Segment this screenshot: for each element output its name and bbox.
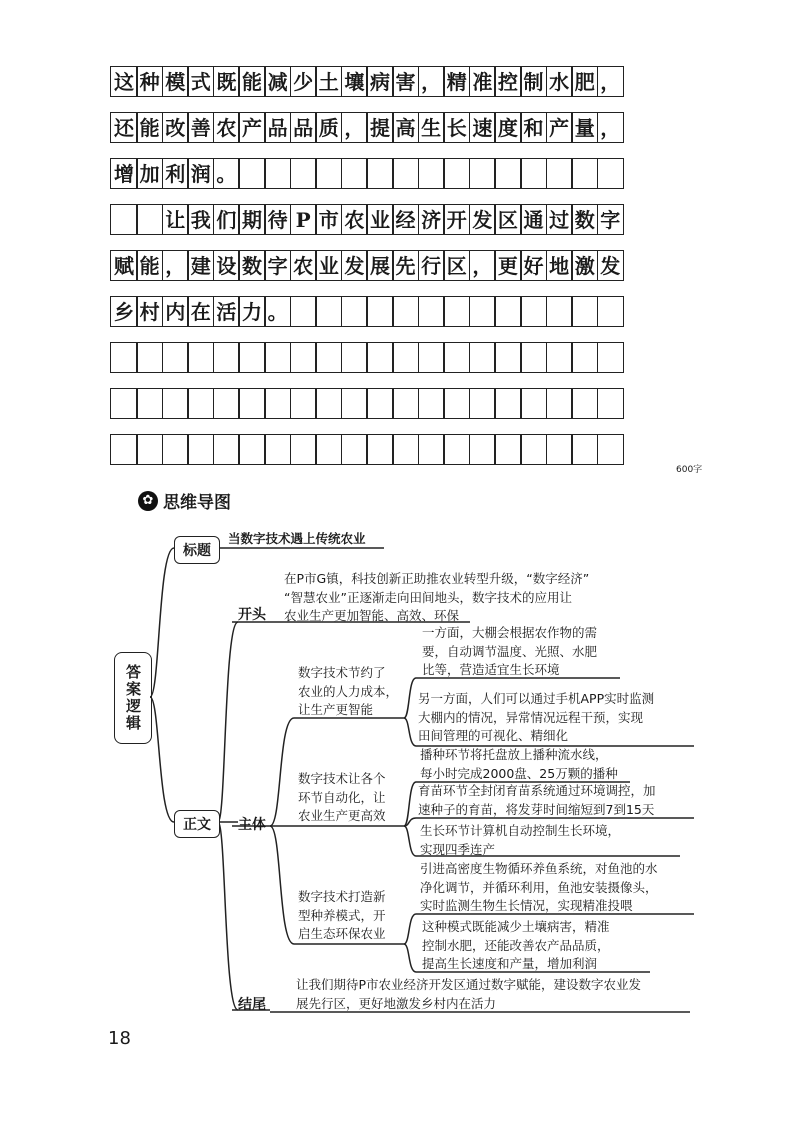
grid-cell: 农: [213, 112, 240, 143]
grid-cell: 赋: [110, 250, 137, 281]
point-heading-line: 型种养模式，开: [298, 907, 386, 923]
title-text: 当数字技术遇上传统农业: [228, 531, 366, 546]
flower-icon: ✿: [138, 491, 158, 511]
grid-cell: 建: [187, 250, 214, 281]
grid-cell: 地: [546, 250, 573, 281]
grid-cell: 们: [213, 204, 240, 235]
title-node: 标题: [174, 536, 220, 564]
grid-cell: 这: [110, 66, 137, 97]
grid-cell: 长: [443, 112, 470, 143]
point-heading-1: [298, 664, 398, 720]
grid-cell: 业: [315, 250, 342, 281]
grid-cell: 村: [136, 296, 163, 327]
detail-line: 要，自动调节温度、光照、水肥: [422, 643, 598, 659]
body-node: 正文: [174, 810, 220, 838]
detail-1-2: [418, 690, 654, 746]
opening-label: 开头: [238, 607, 266, 623]
point-heading-line: 农业生产更高效: [298, 808, 386, 823]
grid-cell: 展: [366, 250, 393, 281]
grid-cell: 更: [494, 250, 521, 281]
grid-cell: 济: [418, 204, 445, 235]
grid-cell: 还: [110, 112, 137, 143]
grid-cell: 改: [162, 112, 189, 143]
grid-cell: 过: [546, 204, 573, 235]
grid-cell: ，: [597, 112, 624, 143]
ending-line: 展先行区，更好地激发乡村内在活力: [296, 995, 497, 1011]
grid-cell: 提: [366, 112, 393, 143]
grid-cell: 准: [469, 66, 496, 97]
detail-3-2: [422, 918, 610, 974]
grid-cell: 激: [571, 250, 598, 281]
opening-text: [284, 570, 589, 626]
ending-line: 让我们期待P市农业经济开发区通过数字赋能，建设数字农业发: [296, 977, 642, 992]
grid-cell: 种: [136, 66, 163, 97]
detail-2-1: [420, 746, 618, 783]
grid-cell: 乡: [110, 296, 137, 327]
grid-cell: 制: [520, 66, 547, 97]
grid-cell: 壤: [341, 66, 368, 97]
grid-cell: 行: [418, 250, 445, 281]
grid-cell: 精: [443, 66, 470, 97]
detail-line: 净化调节，并循环利用，鱼池安装摄像头，: [420, 879, 658, 895]
grid-cell: 质: [315, 112, 342, 143]
detail-line: 另一方面，人们可以通过手机APP实时监测: [418, 691, 655, 706]
grid-cell: 。: [264, 296, 291, 327]
point-heading-2: [298, 770, 386, 826]
point-heading-line: 数字技术节约了: [298, 665, 386, 680]
grid-cell: 产: [238, 112, 265, 143]
opening-line: “智慧农业”正逐渐走向田间地头，数字技术的应用让: [284, 589, 572, 605]
grid-cell: P: [290, 204, 317, 235]
grid-cell: 让: [162, 204, 189, 235]
grid-cell: ，: [469, 250, 496, 281]
grid-cell: 生: [418, 112, 445, 143]
grid-cell: ，: [341, 112, 368, 143]
detail-2-3: [420, 822, 620, 859]
grid-cell: 数: [571, 204, 598, 235]
point-heading-line: 数字技术让各个: [298, 771, 386, 786]
detail-line: 实现四季连产: [420, 841, 496, 857]
detail-line: 这种模式既能减少土壤病害，精准: [422, 919, 610, 934]
grid-cell: 量: [571, 112, 598, 143]
word-count-label: 600字: [676, 465, 703, 475]
detail-line: 速种子的育苗，将发芽时间缩短到7到15天: [418, 801, 655, 817]
grid-cell: 发: [469, 204, 496, 235]
grid-cell: 业: [366, 204, 393, 235]
grid-cell: 水: [546, 66, 573, 97]
point-heading-line: 农业的人力成本，: [298, 683, 399, 699]
grid-cell: 字: [264, 250, 291, 281]
detail-line: 提高生长速度和产量，增加利润: [422, 956, 598, 971]
detail-line: 大棚内的情况，异常情况远程干预，实现: [418, 709, 644, 725]
grid-cell: 设: [213, 250, 240, 281]
detail-line: 比等，营造适宜生长环境: [422, 662, 560, 677]
grid-cell: 润: [187, 158, 214, 189]
detail-2-2: [418, 782, 656, 819]
grid-cell: 先: [392, 250, 419, 281]
grid-cell: 利: [162, 158, 189, 189]
grid-cell: ，: [162, 250, 189, 281]
detail-line: 控制水肥，还能改善农产品品质，: [422, 937, 610, 953]
grid-cell: 少: [290, 66, 317, 97]
detail-1-1: [422, 624, 597, 680]
detail-line: 引进高密度生物循环养鱼系统，对鱼池的水: [420, 861, 658, 876]
ending-text: [296, 976, 641, 1013]
detail-line: 每小时完成2000盘、25万颗的播种: [420, 765, 618, 781]
grid-cell: 数: [238, 250, 265, 281]
mindmap-root-box: 答案逻辑: [114, 652, 152, 744]
grid-cell: 控: [494, 66, 521, 97]
grid-cell: 区: [443, 250, 470, 281]
grid-cell: 加: [136, 158, 163, 189]
grid-cell: 在: [187, 296, 214, 327]
grid-cell: 开: [443, 204, 470, 235]
grid-cell: 区: [494, 204, 521, 235]
grid-cell: 度: [494, 112, 521, 143]
grid-cell: 我: [187, 204, 214, 235]
grid-cell: 。: [213, 158, 240, 189]
point-heading-3: [298, 888, 386, 944]
opening-line: 在P市G镇，科技创新正助推农业转型升级，“数字经济”: [284, 571, 590, 586]
grid-cell: 农: [290, 250, 317, 281]
grid-cell: 品: [290, 112, 317, 143]
grid-cell: 内: [162, 296, 189, 327]
grid-cell: 土: [315, 66, 342, 97]
grid-cell: 能: [136, 250, 163, 281]
grid-cell: 式: [187, 66, 214, 97]
point-heading-line: 让生产更智能: [298, 702, 374, 717]
detail-line: 育苗环节全封闭育苗系统通过环境调控，加: [418, 783, 656, 798]
grid-cell: 病: [366, 66, 393, 97]
grid-cell: 字: [597, 204, 624, 235]
grid-cell: 能: [136, 112, 163, 143]
grid-cell: 活: [213, 296, 240, 327]
grid-cell: 农: [341, 204, 368, 235]
grid-cell: 善: [187, 112, 214, 143]
grid-cell: 发: [597, 250, 624, 281]
grid-cell: ，: [418, 66, 445, 97]
grid-cell: 和: [520, 112, 547, 143]
detail-3-1: [420, 860, 658, 916]
grid-cell: 减: [264, 66, 291, 97]
detail-line: 田间管理的可视化、精细化: [418, 728, 569, 743]
page-number: 18: [108, 1028, 131, 1049]
grid-cell: 肥: [571, 66, 598, 97]
opening-line: 农业生产更加智能、高效、环保: [284, 608, 460, 623]
grid-cell: 待: [264, 204, 291, 235]
grid-cell: 高: [392, 112, 419, 143]
grid-cell: 经: [392, 204, 419, 235]
grid-cell: ，: [597, 66, 624, 97]
grid-cell: 好: [520, 250, 547, 281]
grid-cell: 产: [546, 112, 573, 143]
detail-line: 生长环节计算机自动控制生长环境，: [420, 823, 621, 838]
detail-line: 一方面，大棚会根据农作物的需: [422, 625, 598, 640]
detail-line: 实时监测生物生长情况，实现精准投喂: [420, 898, 633, 913]
grid-cell: 市: [315, 204, 342, 235]
ending-label: 结尾: [238, 997, 266, 1013]
grid-cell: 品: [264, 112, 291, 143]
grid-cell: 速: [469, 112, 496, 143]
grid-cell: 期: [238, 204, 265, 235]
detail-line: 播种环节将托盘放上播种流水线，: [420, 747, 608, 762]
grid-cell: 发: [341, 250, 368, 281]
grid-cell: 能: [238, 66, 265, 97]
grid-cell: 力: [238, 296, 265, 327]
point-heading-line: 数字技术打造新: [298, 889, 386, 904]
grid-cell: 害: [392, 66, 419, 97]
point-heading-line: 启生态环保农业: [298, 926, 386, 941]
grid-cell: 增: [110, 158, 137, 189]
grid-cell: 既: [213, 66, 240, 97]
section-title-text: 思维导图: [163, 493, 231, 513]
grid-cell: 模: [162, 66, 189, 97]
main-label: 主体: [238, 817, 266, 833]
point-heading-line: 环节自动化，让: [298, 789, 386, 805]
grid-cell: 通: [520, 204, 547, 235]
